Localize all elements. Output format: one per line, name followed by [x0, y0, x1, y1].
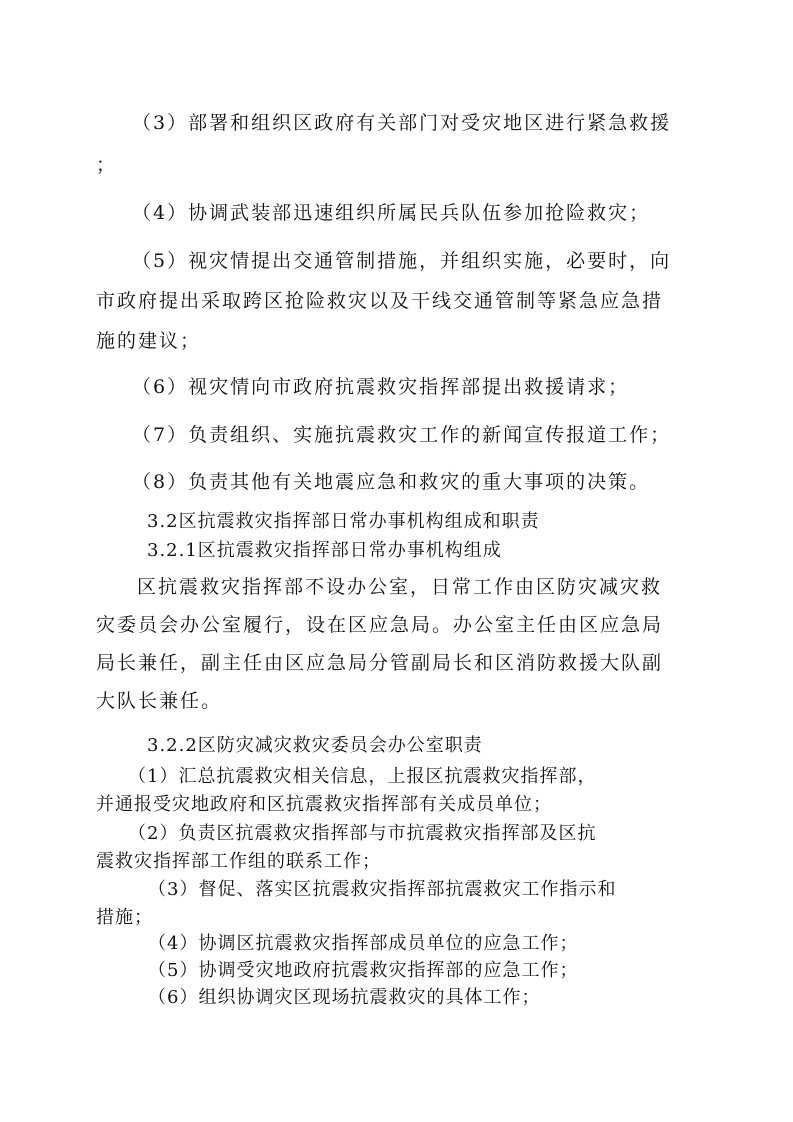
item-8-line-1: （8）负责其他有关地震应急和救灾的重大事项的决策。 [132, 471, 651, 493]
item-3-line-2: ； [96, 154, 118, 176]
item-3-line-1: （3）部署和组织区政府有关部门对受灾地区进行紧急救援 [132, 112, 672, 134]
item-6-line-1: （6）视灾情向市政府抗震救灾指挥部提出救援请求； [132, 376, 630, 398]
duty-1-line-1: （1）汇总抗震救灾相关信息，上报区抗震救灾指挥部， [128, 766, 597, 787]
section-3-2-1-body-line-3: 局长兼任，副主任由区应急局分管副局长和区消防救援大队副 [96, 652, 664, 674]
duty-2-line-2: 震救灾指挥部工作组的联系工作； [96, 851, 381, 872]
duty-3-line-1: （3）督促、落实区抗震救灾指挥部抗震救灾工作指示和 [148, 879, 617, 900]
section-3-2-1-body-line-1: 区抗震救灾指挥部不设办公室，日常工作由区防灾减灾救 [137, 576, 663, 598]
item-4-line-1: （4）协调武装部迅速组织所属民兵队伍参加抢险救灾； [132, 202, 651, 224]
duty-6-line-1: （6）组织协调灾区现场抗震救灾的具体工作； [148, 987, 541, 1008]
section-3-2-1-title: 3.2.1区抗震救灾指挥部日常办事机构组成 [147, 540, 502, 561]
item-5-line-3: 施的建议； [96, 330, 202, 352]
item-5-line-2: 市政府提出采取跨区抢险救灾以及干线交通管制等紧急应急措 [96, 290, 664, 312]
duty-2-line-1: （2）负责区抗震救灾指挥部与市抗震救灾指挥部及区抗 [128, 823, 597, 844]
duty-4-line-1: （4）协调区抗震救灾指挥部成员单位的应急工作； [148, 933, 579, 954]
duty-1-line-2: 并通报受灾地政府和区抗震救灾指挥部有关成员单位； [96, 794, 552, 815]
duty-3-line-2: 措施； [96, 907, 153, 928]
section-3-2-2-title: 3.2.2区防灾减灾救灾委员会办公室职责 [147, 735, 483, 756]
item-5-line-1: （5）视灾情提出交通管制措施，并组织实施，必要时，向 [132, 250, 672, 272]
duty-5-line-1: （5）协调受灾地政府抗震救灾指挥部的应急工作； [148, 960, 579, 981]
section-3-2-title: 3.2区抗震救灾指挥部日常办事机构组成和职责 [147, 511, 540, 532]
item-7-line-1: （7）负责组织、实施抗震救灾工作的新闻宣传报道工作； [132, 424, 672, 446]
section-3-2-1-body-line-4: 大队长兼任。 [96, 690, 223, 712]
section-3-2-1-body-line-2: 灾委员会办公室履行，设在区应急局。办公室主任由区应急局 [96, 614, 664, 636]
